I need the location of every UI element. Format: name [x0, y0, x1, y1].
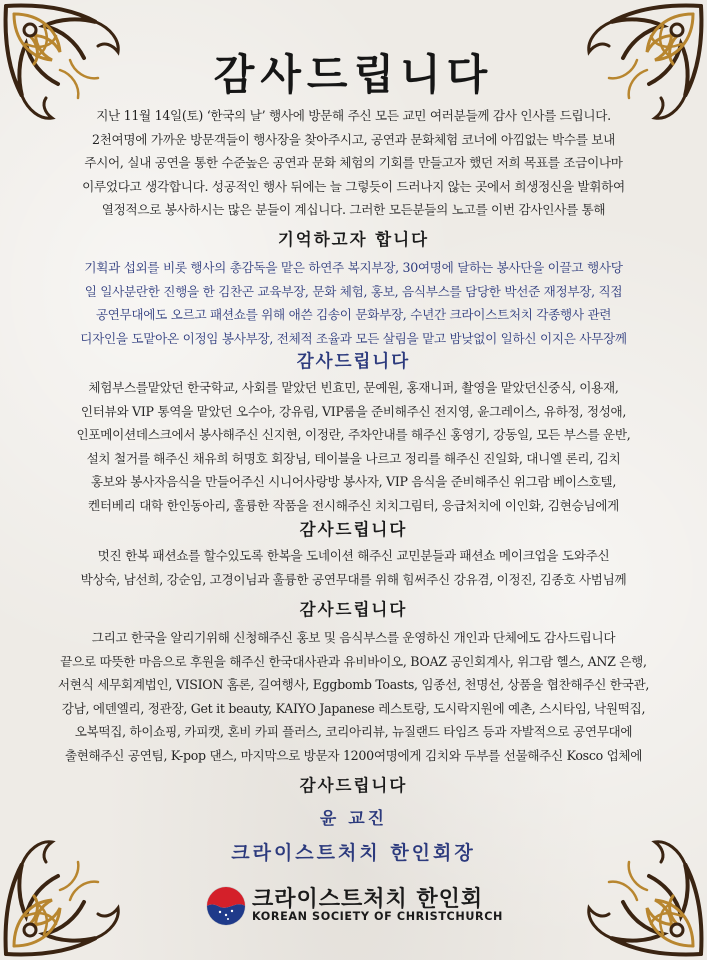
volunteers-line: 켄터베리 대학 한인동아리, 훌륭한 작품을 전시해주신 치치그림터, 응급처치에 이인화, 김현승님에게: [88, 497, 619, 513]
staff-line: 일 일사분란한 진행을 한 김찬곤 교육부장, 문화 체험, 홍보, 음식부스를 담당한 박선준 재정부장, 직접: [84, 283, 623, 299]
staff-line: 공연무대에도 오르고 패션쇼를 위해 애쓴 김송이 문화부장, 수년간 크라이스트처치 각종행사 관련: [95, 307, 612, 323]
sponsors-line: 서현식 세무회계법인, VISION 홈론, 길여행사, Eggbomb Toasts, 임종선, 천명선, 상품을 협찬해주신 한국관,: [57, 677, 650, 693]
organization-logo: [206, 884, 506, 928]
sponsors-paragraph: [40, 626, 667, 768]
signature-title: 크라이스트처치 한인회장: [231, 842, 476, 864]
sponsors-line: 끝으로 따뜻한 마음으로 후원을 해주신 한국대사관과 유비바이오, BOAZ 공인회계사, 위그람 헬스, ANZ 은행,: [60, 653, 647, 669]
fashion-line: 박상숙, 남선희, 강순임, 고경이님과 훌륭한 공연무대를 위해 힘써주신 강유겸, 이정진, 김종호 사범님께: [80, 571, 627, 587]
remember-heading: 기억하고자 합니다: [277, 230, 430, 249]
intro-line: 이루었다고 생각합니다. 성공적인 행사 뒤에는 늘 그렇듯이 드러나지 않는 곳에서 희생정신을 발휘하여: [82, 178, 625, 194]
staff-line: 디자인을 도맡아온 이정임 봉사부장, 전체적 조율과 모든 살림을 맡고 밤낮없이 일하신 이지은 사무장께: [80, 330, 627, 346]
corner-ornament-bottom-left: [0, 810, 150, 960]
volunteers-line: 인터뷰와 VIP 통역을 맡았던 오수아, 강유림, VIP룸을 준비해주신 전지영, 윤그레이스, 유하정, 정성애,: [80, 403, 627, 419]
intro-paragraph: [40, 104, 667, 222]
fashion-line: 멋진 한복 패션쇼를 할수있도록 한복을 도네이션 해주신 교민분들과 패션쇼 메이크업을 도와주신: [97, 548, 610, 563]
intro-line: 2천여명에 가까운 방문객들이 행사장을 찾아주시고, 공연과 문화체험 코너에 아낌없는 박수를 보내: [91, 131, 616, 147]
volunteers-line: 홍보와 봉사자음식을 만들어주신 시니어사랑방 봉사자, VIP 음식을 준비해주신 위그람 베이스호텔,: [90, 474, 617, 490]
sponsors-line: 출현해주신 공연팀, K-pop 댄스, 마지막으로 방문자 1200여명에게 김치와 두부를 선물해주신 Kosco 업체에: [64, 747, 643, 763]
page-title: 감사드립니다: [213, 50, 494, 99]
logo-korean-name: 크라이스트처치 한인회: [252, 887, 484, 912]
sponsors-line: 그리고 한국을 알리기위해 신청해주신 홍보 및 음식부스를 운영하신 개인과 단체에도 감사드립니다: [91, 630, 616, 645]
volunteers-line: 인포메이션데스크에서 봉사해주신 신지현, 이정란, 주차안내를 해주신 홍영기, 강동일, 모든 부스를 운반,: [76, 427, 631, 443]
thanks-heading-staff: 감사드립니다: [296, 352, 411, 372]
corner-ornament-bottom-right: [557, 810, 707, 960]
intro-line: 지난 11월 14일(토) ‘한국의 날’ 행사에 방문해 주신 모든 교민 여러분들께 감사 인사를 드립니다.: [96, 108, 611, 123]
sponsors-line: 오복떡집, 하이쇼핑, 카피캣, 혼비 카피 플러스, 코리아리뷰, 뉴질랜드 타임즈 등과 자발적으로 공연무대에: [74, 724, 633, 740]
thanks-heading-sponsors: 감사드립니다: [299, 776, 408, 795]
staff-paragraph: [40, 256, 667, 350]
thanks-heading-fashion: 감사드립니다: [299, 600, 408, 619]
intro-line: 열정적으로 봉사하시는 많은 분들이 계십니다. 그러한 모든분들의 노고를 이번 감사인사를 통해: [101, 202, 606, 218]
signature-name: 윤 교진: [319, 809, 388, 829]
staff-line: 기획과 섭외를 비롯 행사의 총감독을 맡은 하연주 복지부장, 30여명에 달하는 봉사단을 이끌고 행사당: [84, 260, 623, 275]
sponsors-line: 강남, 에덴엘리, 정관장, Get it beauty, KAIYO Japanese 레스토랑, 도시락지원에 예촌, 스시타임, 낙원떡집,: [61, 700, 646, 716]
intro-line: 주시어, 실내 공연을 통한 수준높은 공연과 문화 체험의 기회를 만들고자 했던 저희 목표를 조금이나마: [84, 155, 623, 171]
volunteers-line: 체험부스를맡았던 한국학교, 사회를 맡았던 빈효민, 문예원, 홍재니퍼, 촬영을 맡았던신중식, 이용재,: [88, 380, 619, 395]
thanks-heading-volunteers: 감사드립니다: [299, 520, 408, 539]
volunteers-line: 설치 철거를 해주신 채유희 허명호 회장님, 테이블을 나르고 정리를 해주신 진일화, 대니엘 론리, 김치: [86, 450, 621, 466]
logo-english-name: KOREAN SOCIETY OF CHRISTCHURCH: [252, 910, 503, 923]
volunteers-paragraph: [40, 376, 667, 518]
korean-society-emblem-icon: [206, 886, 246, 926]
fashion-paragraph: [40, 544, 667, 591]
